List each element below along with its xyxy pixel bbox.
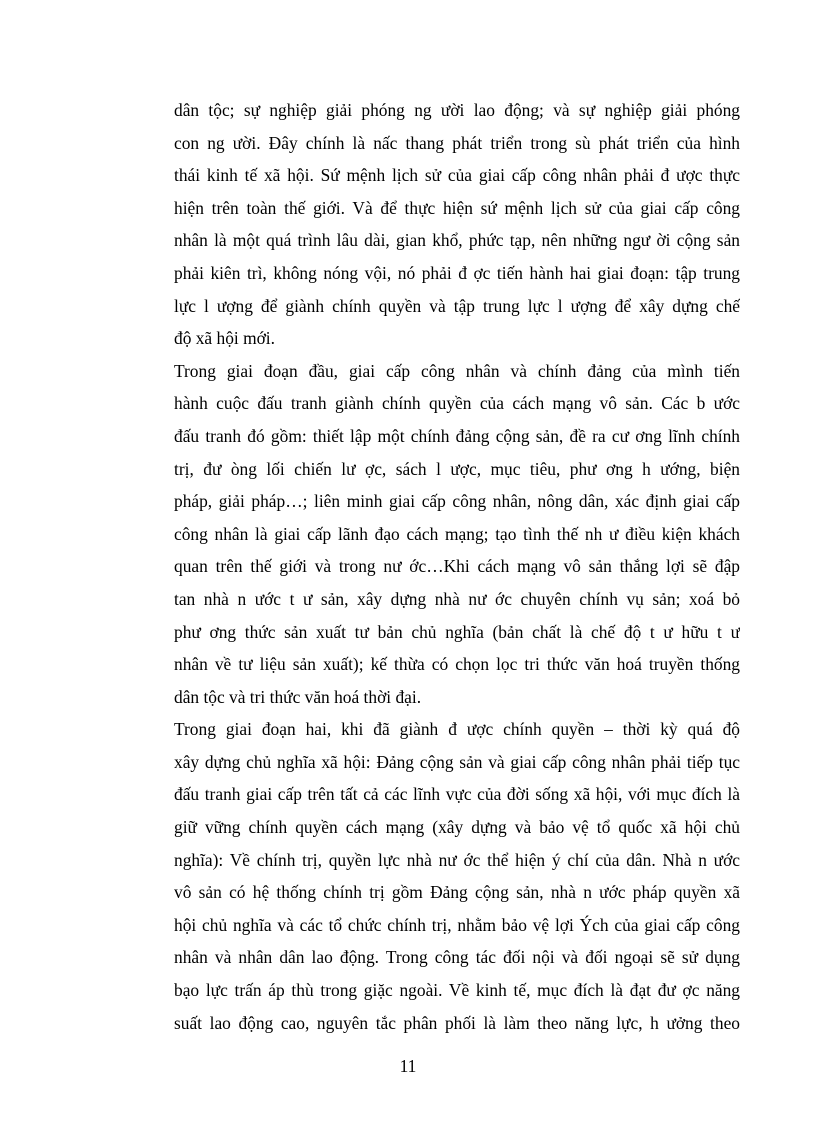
text-line: xây dựng chủ nghĩa xã hội: Đảng cộng sản và giai cấp công nhân phải tiếp tục [174, 751, 740, 772]
text-line: phải kiên trì, không nóng vội, nó phải đ ợc tiến hành hai giai đoạn: tập trung [174, 262, 740, 283]
text-line: đấu tranh đó gồm: thiết lập một chính đảng cộng sản, đề ra cư ơng lĩnh chính [174, 425, 740, 446]
text-line: giữ vững chính quyền cách mạng (xây dựng và bảo vệ tổ quốc xã hội chủ [174, 817, 740, 838]
text-line: hội chủ nghĩa và các tổ chức chính trị, nhằm bảo vệ lợi Ých của giai cấp công [174, 914, 740, 935]
text-line: bạo lực trấn áp thù trong giặc ngoài. Về kinh tế, mục đích là đạt đư ợc năng [174, 980, 740, 1001]
text-line: dân tộc và tri thức văn hoá thời đại. [174, 686, 422, 707]
text-line: hành cuộc đấu tranh giành chính quyền của cách mạng vô sản. Các b ước [174, 393, 740, 414]
text-line: Trong giai đoạn đầu, giai cấp công nhân và chính đảng của mình tiến [174, 360, 740, 381]
text-line: dân tộc; sự nghiệp giải phóng ng ười lao động; và sự nghiệp giải phóng [174, 100, 740, 120]
text-line: con ng ười. Đây chính là nấc thang phát triển trong sù phát triển của hình [174, 132, 740, 153]
text-line: công nhân là giai cấp lãnh đạo cách mạng; tạo tình thế nh ư điều kiện khách [174, 523, 740, 544]
text-line: nhân và nhân dân lao động. Trong công tác đối nội và đối ngoại sẽ sử dụng [174, 947, 740, 968]
paragraph-3 [136, 713, 740, 1039]
page-number: 11 [399, 1056, 417, 1076]
text-line: pháp, giải pháp…; liên minh giai cấp công nhân, nông dân, xác định giai cấp [174, 491, 740, 512]
text-line: đấu tranh giai cấp trên tất cả các lĩnh vực của đời sống xã hội, với mục đích là [174, 784, 740, 805]
text-line: phư ơng thức sản xuất tư bản chủ nghĩa (bản chất là chế độ t ư hữu t ư [174, 621, 740, 642]
text-line: tan nhà n ước t ư sản, xây dựng nhà nư ớc chuyên chính vụ sản; xoá bỏ [174, 588, 740, 609]
body-text [136, 94, 740, 1039]
text-line: nghĩa): Về chính trị, quyền lực nhà nư ớc thể hiện ý chí của dân. Nhà n ước [174, 849, 740, 870]
text-line: độ xã hội mới. [174, 328, 275, 349]
text-line: lực l ượng để giành chính quyền và tập trung lực l ượng để xây dựng chế [174, 295, 740, 316]
text-line: quan trên thế giới và trong nư ớc…Khi cách mạng vô sản thắng lợi sẽ đập [174, 556, 740, 577]
text-line: vô sản có hệ thống chính trị gồm Đảng cộng sản, nhà n ước pháp quyền xã [174, 882, 740, 903]
text-line: thái kinh tế xã hội. Sứ mệnh lịch sử của giai cấp công nhân phải đ ược thực [174, 165, 740, 186]
text-line: suất lao động cao, nguyên tắc phân phối là làm theo năng lực, h ưởng theo [174, 1012, 740, 1033]
paragraph-2 [136, 355, 740, 714]
text-line: nhân về tư liệu sản xuất); kế thừa có chọn lọc tri thức văn hoá truyền thống [174, 654, 740, 675]
text-line: trị, đư òng lối chiến lư ợc, sách l ược, mục tiêu, phư ơng h ướng, biện [174, 458, 740, 479]
text-line: nhân là một quá trình lâu dài, gian khổ, phức tạp, nên những ngư ời cộng sản [174, 230, 740, 251]
text-line: Trong giai đoạn hai, khi đã giành đ ược chính quyền – thời kỳ quá độ [174, 719, 740, 740]
paragraph-1 [136, 94, 740, 355]
text-line: hiện trên toàn thế giới. Và để thực hiện sứ mệnh lịch sử của giai cấp công [174, 197, 740, 218]
